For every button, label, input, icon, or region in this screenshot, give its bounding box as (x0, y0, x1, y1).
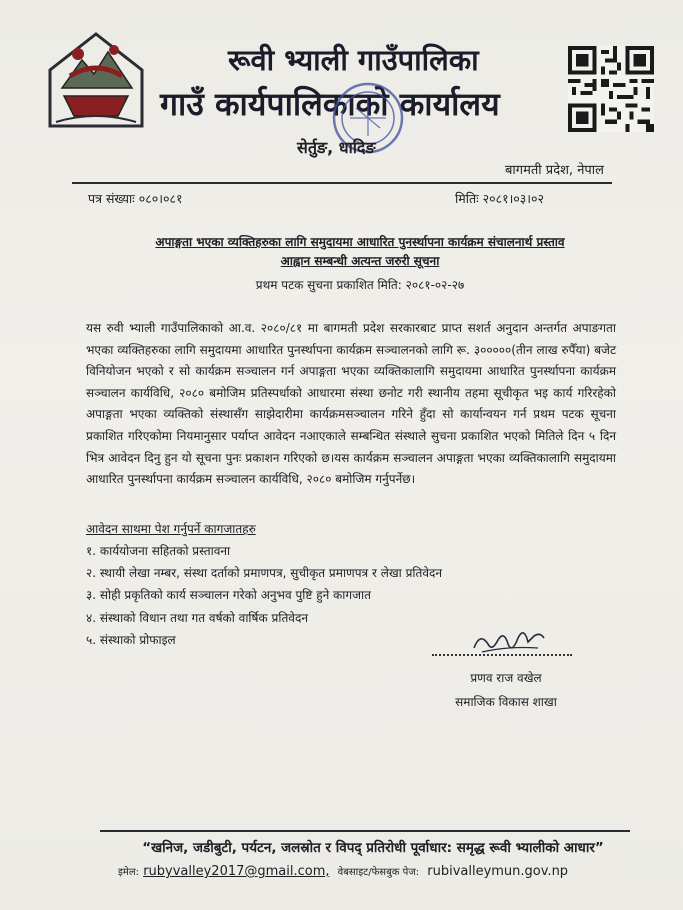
subject-line-1: अपाङ्गता भएका व्यक्तिहरुका लागि समुदायमा आधारित पुनर्स्थापना कार्यक्रम संचालनार्थ प्रस्ताव (155, 235, 565, 249)
website-label: वेबसाइट/फेसबुक पेज: (337, 867, 420, 878)
documents-heading: आवेदन साथमा पेश गर्नुपर्ने कागजातहरु (86, 522, 256, 536)
office-location: सेर्तुङ, धादिङ (297, 138, 376, 157)
list-item: ४. संस्थाको विधान तथा गत वर्षको वार्षिक प्रतिवेदन (86, 610, 308, 625)
email-label: इमेल: (118, 867, 140, 878)
municipality-name: रूवी भ्याली गाउँपालिका (228, 43, 479, 77)
notice-subject (90, 233, 630, 271)
letter-number: पत्र संख्याः ०८०।०८१ (88, 191, 183, 206)
letter-date: मितिः २०८१।०३।०२ (455, 191, 545, 206)
list-item: ३. सोही प्रकृतिको कार्य सञ्चालन गरेको अनुभव पुष्टि हुने कागजात (86, 588, 371, 603)
footer-divider (100, 830, 630, 832)
signatory-name: प्रणव राज वखेल (470, 671, 542, 685)
handwritten-signature (468, 618, 548, 666)
first-publication-date: प्रथम पटक सुचना प्रकाशित मिति: २०८१-०२-२७ (255, 278, 465, 292)
nepal-emblem-icon (42, 30, 150, 135)
email-link[interactable]: rubyvalley2017@gmail.com, (143, 864, 330, 879)
qr-code-icon (568, 46, 654, 132)
subject-line-2: आह्वान सम्बन्धी अत्यन्त जरुरी सूचना (280, 254, 440, 268)
office-name: गाउँ कार्यपालिकाको कार्यालय (160, 85, 500, 123)
notice-body: यस रुवी भ्याली गाउँपालिकाको आ.व. २०८०/८१ मा बागमती प्रदेश सरकारबाट प्राप्त सशर्त अनुदान अन्तर्गत अपाङगता भएका व्यक्तिहरुका लागि समुदायमा आधारित पुनर्स्थापना कार्यक्रम सञ्चालनको लागि रू. ३०००००(तीन लाख रुपैँया) बजेट विनियोजन भएको र सो कार्यक्रम सञ्चालन गर्न अपाङ्गता भएका व्यक्तिकालागि समुदायमा आधारित पुनर्स्थापना कार्यक्रम सञ्चालन कार्यविधि, २०८० बमोजिम प्रतिस्पर्धाको आधारमा संस्था छनोट गरी स्थानीय तहमा सूचीकृत भइ कार्य गरिरहेको अपाङ्गता भएका व्यक्तिको संस्थासँग साझेदारीमा कार्यक्रमसञ्चालन गरिने हुँदा सो कार्यान्वयन गर्न प्रथम पटक सूचना प्रकाशित गरिएकोमा नियमानुसार पर्याप्त आवेदन नआएकाले सम्बन्धित संस्थाले सुचना प्रकाशित भएको मितिले दिन ५ दिन भित्र आवेदन दिनु हुन यो सूचना पुनः प्रकाशन गरिएको छ।यस कार्यक्रम सञ्चालन अपाङ्गता भएका व्यक्तिकालागि समुदायमा आधारित पुनर्स्थापना कार्यक्रम सञ्चालन कार्यविधि, २०८० बमोजिम गर्नुपर्नेछ। (86, 321, 616, 487)
list-item: ५. संस्थाको प्रोफाइल (86, 632, 176, 647)
documents-list (86, 540, 442, 651)
footer-contact (118, 864, 568, 879)
signature-line (432, 654, 572, 656)
list-item: १. कार्ययोजना सहितको प्रस्तावना (86, 544, 231, 558)
footer-slogan: “खनिज, जडीबुटी, पर्यटन, जलस्रोत र विपद् प्रतिरोधी पूर्वाधार: समृद्ध रूवी भ्यालीको आधार” (142, 840, 604, 856)
list-item: २. स्थायी लेखा नम्बर, संस्था दर्ताको प्रमाणपत्र, सुचीकृत प्रमाणपत्र र लेखा प्रतिवेदन (86, 566, 443, 581)
signatory-section: समाजिक विकास शाखा (455, 695, 557, 709)
province-label: बागमती प्रदेश, नेपाल (505, 163, 604, 178)
website-link[interactable]: rubivalleymun.gov.np (427, 864, 569, 879)
header-divider (72, 182, 612, 184)
